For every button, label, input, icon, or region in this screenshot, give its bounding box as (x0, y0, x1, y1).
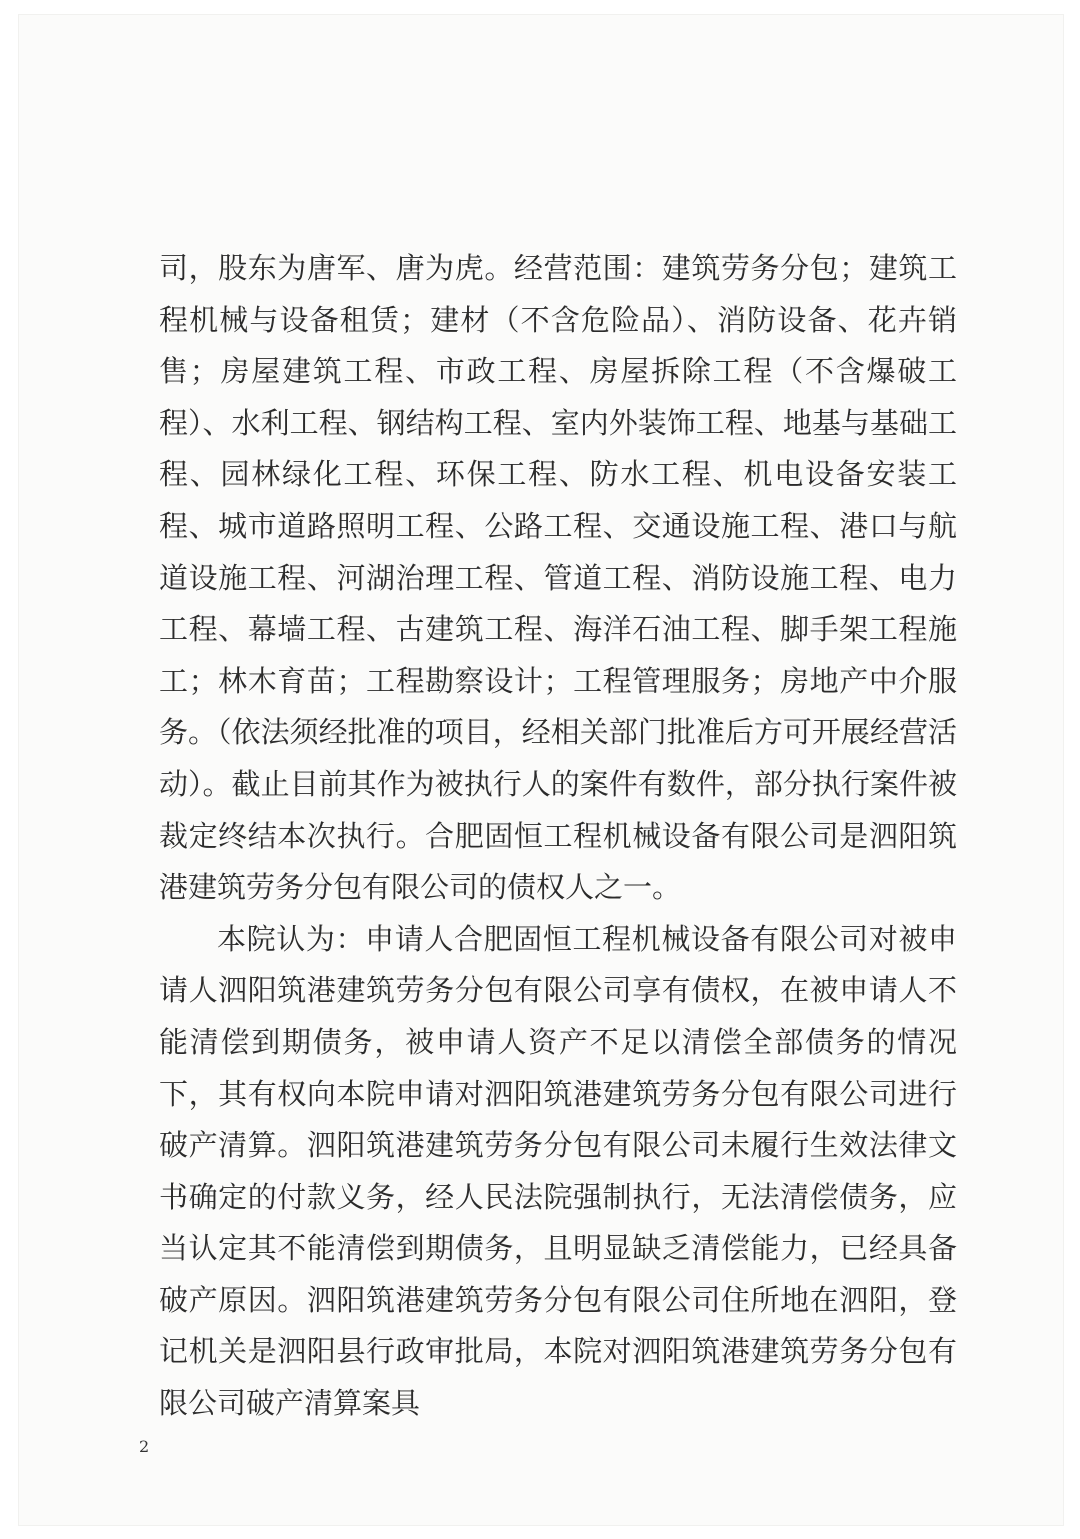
page-number: 2 (139, 1437, 150, 1456)
document-body (159, 243, 957, 1430)
paragraph-business-scope: 司，股东为唐军、唐为虎。经营范围：建筑劳务分包；建筑工程机械与设备租赁；建材（不含危险品）、消防设备、花卉销售；房屋建筑工程、市政工程、房屋拆除工程（不含爆破工程）、水利工程、钢结构工程、室内外装饰工程、地基与基础工程、园林绿化工程、环保工程、防水工程、机电设备安装工程、城市道路照明工程、公路工程、交通设施工程、港口与航道设施工程、河湖治理工程、管道工程、消防设施工程、电力工程、幕墙工程、古建筑工程、海洋石油工程、脚手架工程施工；林木育苗；工程勘察设计；工程管理服务；房地产中介服务。（依法须经批准的项目，经相关部门批准后方可开展经营活动）。截止目前其作为被执行人的案件有数件，部分执行案件被裁定终结本次执行。合肥固恒工程机械设备有限公司是泗阳筑港建筑劳务分包有限公司的债权人之一。 (159, 251, 957, 905)
paragraph-court-opinion: 本院认为：申请人合肥固恒工程机械设备有限公司对被申请人泗阳筑港建筑劳务分包有限公司享有债权，在被申请人不能清偿到期债务，被申请人资产不足以清偿全部债务的情况下，其有权向本院申请对泗阳筑港建筑劳务分包有限公司进行破产清算。泗阳筑港建筑劳务分包有限公司未履行生效法律文书确定的付款义务，经人民法院强制执行，无法清偿债务，应当认定其不能清偿到期债务，且明显缺乏清偿能力，已经具备破产原因。泗阳筑港建筑劳务分包有限公司住所地在泗阳，登记机关是泗阳县行政审批局，本院对泗阳筑港建筑劳务分包有限公司破产清算案具 (159, 921, 957, 1421)
document-page (18, 14, 1064, 1526)
